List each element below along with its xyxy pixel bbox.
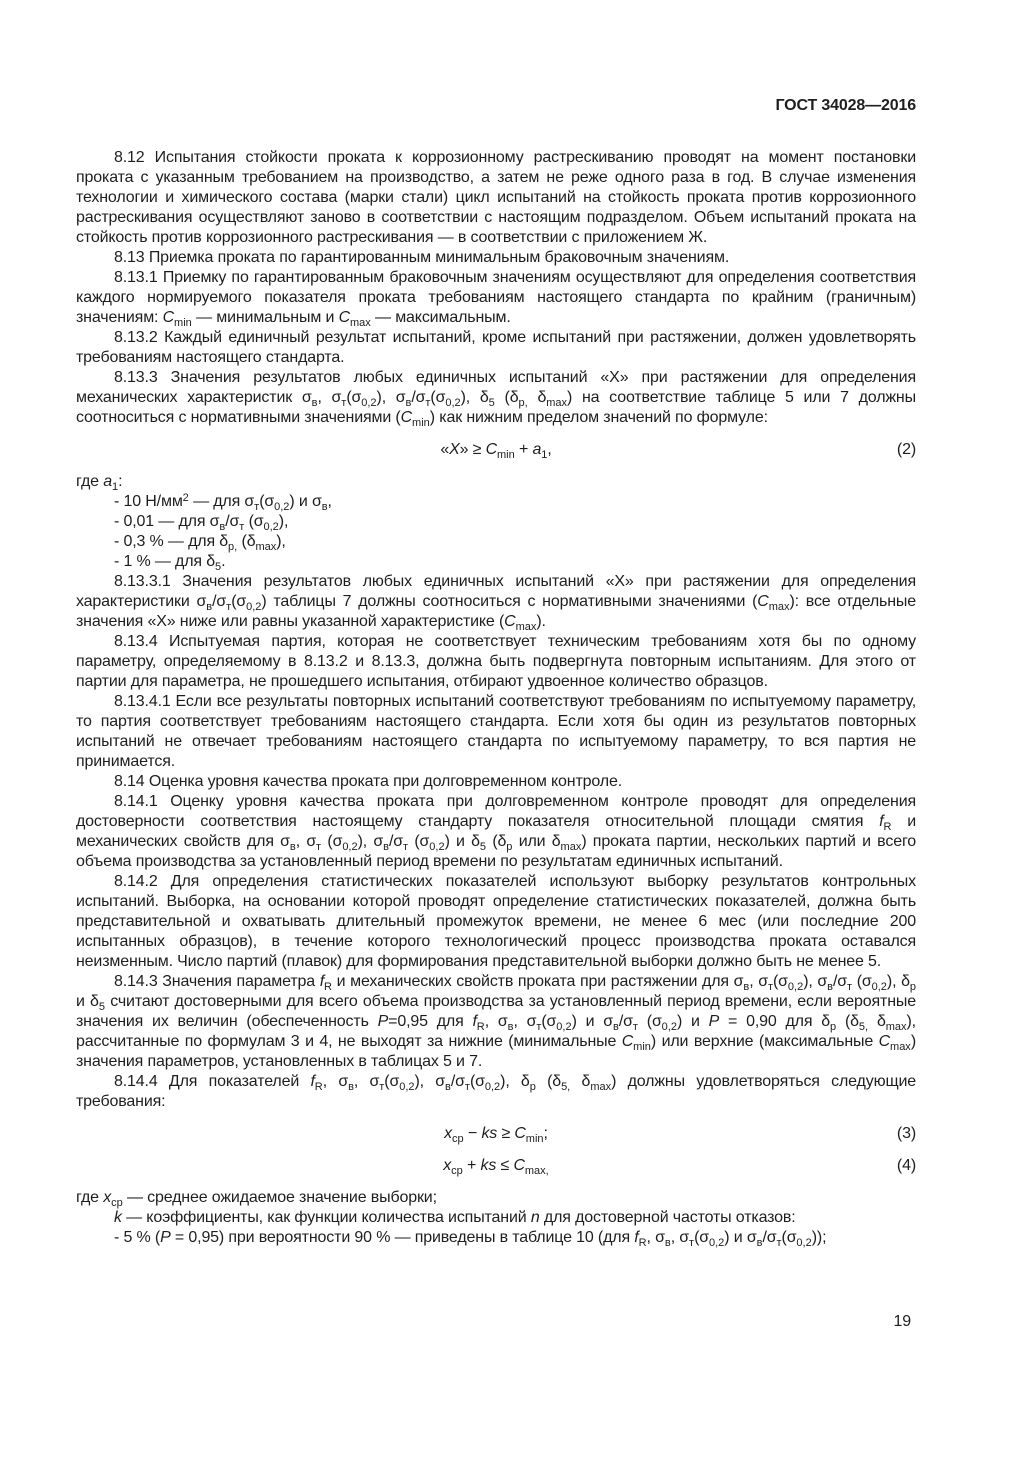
a1-list-item-3: - 0,3 % — для $\delta_{p,}$ $(\delta_{max})$,	[114, 533, 286, 553]
k-5-percent-item: - 5 % (P = 0,95) при вероятности 90 % — приведены в таблице 10 (для $f_R$, $\sigma_в$, $\sigma_т(\sigma_{0,2})$ и $\sigma_в/\sigma_т(\sigma_{0,2})$);	[114, 1229, 827, 1249]
formula-4: $x_{ср}$ + ks ≤ $C_{max,}$	[443, 1157, 549, 1177]
paragraph-8-13-4-1: 8.13.4.1 Если все результаты повторных испытаний соответствуют требованиям по испытуемому параметру, то партия соответствует требованиям настоящего стандарта. Если хотя бы один из результатов повторных испытаний не отвечает требованиям настоящего стандарта по испытуемому параметру, то вся партия не принимается.	[76, 693, 916, 770]
formula-4-number: (4)	[896, 1157, 916, 1174]
paragraph-8-14-1: 8.14.1 Оценку уровня качества проката при долговременном контроле проводят для определения достоверности соответствия настоящему стандарту показателя относительной площади смятия $f_R$ и механических свойств для $\sigma_в$, $\sigma_т$ $(\sigma_{0,2})$, $\sigma_в/\sigma_т$ $(\sigma_{0,2})$ и $\delta_5$ ($\delta_p$ или $\delta_{max}$) проката партии, нескольких партий и всего объема производства за установленный период времени по результатам единичных испытаний.	[76, 793, 917, 870]
paragraph-8-14-4: 8.14.4 Для показателей $f_R$, $\sigma_в$, $\sigma_т(\sigma_{0,2})$, $\sigma_в/\sigma_т(\sigma_{0,2})$, $\delta_p$ ($\delta_{5,}$ $\delta_{max}$) должны удовлетворяться следующие требования:	[76, 1073, 916, 1110]
where-xcp-label: где $x_{ср}$ — среднее ожидаемое значение выборки;	[76, 1189, 437, 1209]
paragraph-8-13-3-1: 8.13.3.1 Значения результатов любых единичных испытаний «X» при растяжении для определения характеристики $\sigma_в/\sigma_т(\sigma_{0,2})$ таблицы 7 должны соотноситься с нормативными значениями $(C_{max})$: все отдельные значения «X» ниже или равны указанной характеристике $(C_{max})$.	[76, 573, 917, 633]
formula-3: $x_{ср}$ − ks ≥ $C_{min}$;	[444, 1125, 548, 1145]
page-content	[76, 96, 916, 1248]
formula-2: «X» ≥ $C_{min} + a_1$,	[440, 441, 552, 461]
page-number: 19	[893, 1313, 911, 1330]
paragraph-8-13-3: 8.13.3 Значения результатов любых единичных испытаний «X» при растяжении для определения механических характеристик $\sigma_в$, $\sigma_т(\sigma_{0,2})$, $\sigma_в/\sigma_т(\sigma_{0,2})$, $\delta_5$ ($\delta_{p,}$ $\delta_{max}$) на соответствие таблице 5 или 7 должны соотноситься с нормативными значениями $(C_{min})$ как нижним пределом значений по формуле:	[76, 369, 916, 429]
paragraph-8-14-2: 8.14.2 Для определения статистических показателей используют выборку результатов контрольных испытаний. Выборка, на основании которой проводят определение статистических показателей, должна быть представительной и охватывать длительный промежуток времени, не менее 6 мес (или последние 200 испытанных образцов), в течение которого технологический процесс производства проката оставался неизменным. Число партий (плавок) для формирования представительной выборки должно быть не менее 5.	[76, 873, 916, 970]
a1-list-item-4: - 1 % — для $\delta_5$.	[114, 553, 226, 573]
paragraph-8-14-3: 8.14.3 Значения параметра $f_R$ и механических свойств проката при растяжении для $\sigma_в$, $\sigma_т(\sigma_{0,2})$, $\sigma_в/\sigma_т$ $(\sigma_{0,2})$, $\delta_p$ и $\delta_5$ считают достоверными для всего объема производства за установленный период времени, если вероятные значения их величин (обеспеченность P=0,95 для $f_R$, $\sigma_в$, $\sigma_т(\sigma_{0,2})$ и $\sigma_в/\sigma_т$ $(\sigma_{0,2})$ и P = 0,90 для $\delta_p$ ($\delta_{5,}$ $\delta_{max}$), рассчитанные по формулам 3 и 4, не выходят за нижние (минимальные $C_{min}$) или верхние (максимальные $C_{max}$) значения параметров, установленных в таблицах 5 и 7.	[76, 973, 916, 1070]
paragraph-8-14: 8.14 Оценка уровня качества проката при долговременном контроле.	[114, 773, 623, 790]
a1-list-item-2: - 0,01 — для $\sigma_в/\sigma_т$ $(\sigma_{0,2})$,	[114, 513, 289, 533]
formula-3-number: (3)	[896, 1125, 916, 1142]
k-definition-item: k — коэффициенты, как функции количества испытаний n для достоверной частоты отказов:	[114, 1209, 796, 1226]
formula-2-number: (2)	[896, 441, 916, 458]
standard-designation: ГОСТ 34028—2016	[775, 97, 916, 114]
paragraph-8-13-2: 8.13.2 Каждый единичный результат испытаний, кроме испытаний при растяжении, должен удовлетворять требованиям настоящего стандарта.	[76, 329, 916, 366]
where-a1-label: где $a_1$:	[76, 473, 123, 493]
paragraph-8-13-1: 8.13.1 Приемку по гарантированным браковочным значениям осуществляют для определения соответствия каждого нормируемого показателя проката требованиям настоящего стандарта по крайним (граничным) значениям: $C_{min}$ — минимальным и $C_{max}$ — максимальным.	[76, 269, 916, 329]
paragraph-8-13: 8.13 Приемка проката по гарантированным минимальным браковочным значениям.	[114, 249, 730, 266]
a1-list-item-1: - 10 $Н/мм^2$ — для $\sigma_т(\sigma_{0,2})$ и $\sigma_в$,	[114, 492, 332, 513]
paragraph-8-12: 8.12 Испытания стойкости проката к коррозионному растрескиванию проводят на момент постановки проката с указанным требованием на производство, а затем не реже одного раза в год. В случае изменения технологии и химического состава (марки стали) цикл испытаний на стойкость проката против коррозионного растрескивания осуществляют заново в соответствии с настоящим подразделом. Объем испытаний проката на стойкость против коррозионного растрескивания — в соответствии с приложением Ж.	[76, 149, 916, 246]
formula-4-row	[76, 1156, 916, 1176]
paragraph-8-13-4: 8.13.4 Испытуемая партия, которая не соответствует техническим требованиям хотя бы по одному параметру, определяемому в 8.13.2 и 8.13.3, должна быть подвергнута повторным испытаниям. Для этого от партии для параметра, не прошедшего испытания, отбирают удвоенное количество образцов.	[76, 633, 916, 690]
formula-3-row	[76, 1124, 916, 1144]
formula-2-row	[76, 440, 916, 460]
